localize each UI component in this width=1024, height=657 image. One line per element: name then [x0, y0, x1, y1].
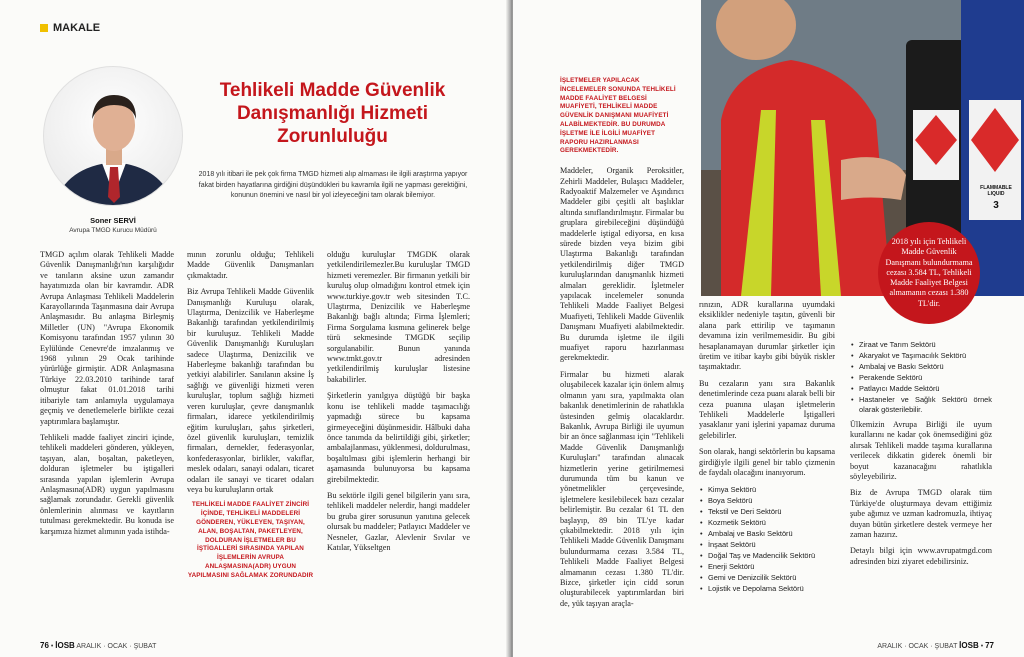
section-label: MAKALE: [53, 22, 101, 34]
right-column-1: [560, 77, 684, 615]
sector-list-a: [699, 485, 835, 594]
list-item: • Tekstil ve Deri Sektörü: [699, 507, 835, 517]
paragraph: Son olarak, hangi sektörlerin bu kapsama girdiğiyle ilgili genel bir tablo çizmenin de faydalı olacağını inanıyorum.: [699, 447, 835, 478]
paragraph: Bu sektörle ilgili genel bilgilerin yanı sıra, tehlikeli maddeler nelerdir, hangi maddeler bu gruba girer sorusunun yanıtına gelecek olursak bu maddeler; Patlayıcı Maddeler ve Nesneler, Gazlar, Alevlenir Sıvılar ve Katılar, Yükseltgen: [327, 490, 471, 552]
author-role: Avrupa TMGD Kurucu Müdürü: [69, 227, 157, 234]
section-tag: [40, 22, 100, 34]
drum-label: FLAMMABLE LIQUID: [980, 185, 1012, 197]
page-number: 77: [985, 641, 994, 650]
right-column-2: [699, 300, 835, 595]
right-column-3: [850, 340, 992, 573]
list-item: • Lojistik ve Depolama Sektörü: [699, 584, 835, 594]
paragraph: Detaylı bilgi için www.avrupatmgd.com adresinden bizi ziyaret edebilirsiniz.: [850, 546, 992, 566]
pull-quote: İŞLETMELER YAPILACAK İNCELEMELER SONUNDA TEHLİKELİ MADDE FAALİYET BELGESİ MUAFİYETİ, TEHLİKELİ MADDE GÜVENLİK DANIŞMANI MUAFİYETİ ALABİLMEKTEDİR. BU DURUMDA İŞLETME İLE İLGİLİ MUAFİYET RAPORU HAZIRLANMASI GEREKMEKTEDİR.: [560, 77, 676, 155]
list-item: • Hastaneler ve Sağlık Sektörü örnek olarak gösterilebilir.: [850, 395, 992, 414]
paragraph: TMGD açılım olarak Tehlikeli Madde Güvenlik Danışmanlığı'nın karşılığıdır ve tanıların aksine uzun zamandır hayatımızda olan bir kavramdır. ADR Avrupa Anlaşması Tehlikeli Maddelerin Karayollarında Taşınmasına dair Avrupa Anlaşmasıdır. Bu anlaşma Birleşmiş Milletler (UN) "Avrupa Ekonomik Komisyonu tarafından 1957 yılının 30 Eylülünde Cenevre'de imzalanmış ve 1968 yılının 29 Ocak tarihinde yürürlüğe girmiştir. ADR Anlaşmasına Türkiye 22.03.2010 tarihinde taraf olmuştur fakat 01.01.2018 tarihi itibariyle tam anlamıyla uygulamaya geçmiş ve denetlemelerle birlikte cezai yaptırımlara başlamıştır.: [40, 250, 174, 426]
author-photo-icon: [44, 67, 183, 206]
list-item: • Perakende Sektörü: [850, 373, 992, 383]
paragraph: Ülkemizin Avrupa Birliği ile uyum kurallarını ne kadar çok önemsediğini göz alırsak Tehlikeli madde taşıma kurallarına verilecek dikkatin giderek önemli bir boyut kazanacağını rahatlıkla söyleyebiliriz.: [850, 420, 992, 482]
drum-class: 3: [993, 200, 999, 211]
footer-issue: ARALIK · OCAK · ŞUBAT: [76, 643, 157, 650]
author-block: [43, 216, 183, 234]
list-item: • İnşaat Sektörü: [699, 540, 835, 550]
paragraph: Biz de Avrupa TMGD olarak tüm Türkiye'de oluşturmaya devam ettiğimiz şube ağımız ve uzman kadromuzla, ihtiyaç duyan bütün şirketlere destek vermeye her zaman hazırız.: [850, 488, 992, 540]
list-item: • Enerji Sektörü: [699, 562, 835, 572]
left-column-2: [187, 250, 314, 581]
paragraph: mının zorunlu olduğu; Tehlikeli Madde Güvenlik Danışmanları çıkmaktadır.: [187, 250, 314, 280]
paragraph: Biz Avrupa Tehlikeli Madde Güvenlik Danışmanlığı Kuruluşu olarak, Ulaştırma, Denizcilik ve Haberleşme Bakanlığı tarafından yetkilendirilmiş bir kuruluşuz. Tehlikeli Madde Güvenlik Danışmanlığı Kuruluşları sadece Ulaştırma, Denizcilik ve Haberleşme bakanlığı tarafından bu yetkiyi alabilirler. Sanılanın aksine İş sağlığı ve güvenliği hizmeti veren kuruluşlar, toplum sağlığı hizmeti veren kuruluşlar, çevre danışmanlık firmaları, idarece yetkilendirilmiş eğitim kuruluşları, şahıs şirketleri, özel güvenlik kuruluşları, temizlik firmaları, dernekler, federasyonlar, konfederasyonlar, birlikler, vakıflar, meslek odaları, sanayi odaları, ticaret odaları ile sanayi ve ticaret odaları veya bu kuruluşların ortak: [187, 287, 314, 494]
right-footer: ARALIK · OCAK · ŞUBAT İOSB • 77: [877, 641, 994, 650]
list-item: • Ambalaj ve Baskı Sektörü: [699, 529, 835, 539]
paragraph: olduğu kuruluşlar TMGDK olarak yetkilendirilemezler.Bu kuruluşlar TMGD hizmeti veremezler. Bir firmanın yetkili bir kuruluş olup olmadığını kontrol etmek için www.turkiye.gov.tr web sitesinden T.C. Ulaştırma, Denizcilik ve Haberleşme Bakanlığı bağlı altında; Firma İşlemleri; Firma Sorgulama kısmına gelinerek belge türü sekmesinde TMGDK seçilip sorgulanabilir. Bunun yanında www.tmkt.gov.tr adresinden yetkilendirilmiş kuruluşlar listesine bakabilirler.: [327, 250, 470, 384]
pull-quote: TEHLİKELİ MADDE FAALİYET ZİNCİRİ İÇİNDE, TEHLİKELİ MADDELERİ GÖNDEREN, YÜKLEYEN, TAŞIYAN, ALAN, BOŞALTAN, PAKETLEYEN, DOLDURAN İŞLETMELER BU İŞTİGALLERİ SIRASINDA YAPILAN İŞLEMLERİN AVRUPA ANLAŞMASINA(ADR) UYGUN YAPILMASINI SAĞLAMAK ZORUNDADIR: [187, 501, 314, 579]
article-lead: 2018 yılı itibari ile pek çok firma TMGD hizmeti alıp almaması ile ilgili araştırma yapıyor fakat birden hayatlarına girdiğini düşündükleri bu kavramla ilgili ne yapması gerektiğini, konunun önemini ve nasıl bir yol izleyeceğini tam olarak bilemiyor.: [198, 171, 468, 199]
list-item: • Doğal Taş ve Madencilik Sektörü: [699, 551, 835, 561]
left-footer: 76 • İOSB ARALIK · OCAK · ŞUBAT: [40, 641, 157, 650]
paragraph: rınızın, ADR kurallarına uyumdaki eksiklikler nedeniyle taşıtın, güvenli bir alana park ettirilip ve taşımanın devamına izin verilmemesidir. Bu gibi hesaplanamayan durumlar şirketler için üretim ve itibar kaybı gibi büyük riskler taşımaktadır.: [699, 300, 835, 372]
paragraph: Bu cezaların yanı sıra Bakanlık denetimlerinde ceza puanı alarak belli bir ceza puanına ulaşan işletmelerin Tehlikeli Maddelerle İştigalleri yasaklanır yani işlerini yapamaz duruma gelebilirler.: [699, 378, 835, 440]
callout-text: 2018 yılı için Tehlikeli Madde Güvenlik Danışmanı bulundurmama cezası 3.584 TL, Tehlikeli Madde Faaliyet Belgesi almamanın cezası 1.380 TL'dir.: [885, 237, 973, 308]
page-number: 76: [40, 641, 49, 650]
section-square-icon: [40, 24, 48, 32]
list-item: • Kozmetik Sektörü: [699, 518, 835, 528]
list-item: • Ambalaj ve Baskı Sektörü: [850, 362, 992, 372]
right-page: [513, 0, 1024, 657]
list-item: • Boya Sektörü: [699, 496, 835, 506]
author-portrait: [43, 66, 183, 206]
footer-brand: İOSB: [55, 641, 75, 650]
paragraph: Firmalar bu hizmeti alarak oluşabilecek kazalar için önlem almış olmanın yanı sıra, yapılmakta olan bakanlık denetimlerinin de rahatlıkla üstesinden gelmiş olacaklardır. Bakanlık, Avrupa Birliği ile uyumun bir an önce sağlanması için "Tehlikeli Madde Güvenlik Danışmanlığı Kuruluşları" tarafından alınacak hizmetlerin yerine getirilmemesi durumunda tüm bu kanun ve yönetmelikler çerçevesinde, işletmelere kesilebilecek bazı cezalar belirlemiştir. Bu cezalar 61 TL den başlayıp, 89 bin TL'ye kadar çıkabilmektedir. 2018 yılı için Tehlikeli Madde Güvenlik Danışmanı bulundurmama cezası 3.584 TL, Tehlikeli Madde Faaliyet Belgesi almamanın cezası 1.380 TL'dir. Bizce, şirketler için cidd sorun oluşturabilecek yaptırımlardan biri de, yük taşıyan araçla-: [560, 369, 684, 608]
list-item: • Gemi ve Denizcilik Sektörü: [699, 573, 835, 583]
list-item: • Kimya Sektörü: [699, 485, 835, 495]
paragraph: Şirketlerin yanılgıya düştüğü bir başka konu ise tehlikeli madde taşımacılığı yapmadığı sürece bu kapsama girmeyeceğini düşünmesidir. Hâlbuki daha önce tanımda da belirtildiği gibi, şirketler; ambalajlanması, yüklenmesi, doldurulması, boşaltılması gibi işlemlerin herhangi bir aşamasında bulunuyorsa bu kapsama girebilmektedir.: [327, 391, 470, 484]
sector-list-b: [850, 340, 992, 414]
footer-issue: ARALIK · OCAK · ŞUBAT: [877, 643, 958, 650]
list-item: • Akaryakıt ve Taşımacılık Sektörü: [850, 351, 992, 361]
list-item: • Patlayıcı Madde Sektörü: [850, 384, 992, 394]
list-item: • Ziraat ve Tarım Sektörü: [850, 340, 992, 350]
author-name: Soner SERVİ: [90, 216, 136, 225]
article-title: Tehlikeli Madde Güvenlik Danışmanlığı Hizmeti Zorunluluğu: [219, 80, 446, 147]
penalty-callout: [878, 222, 980, 324]
paragraph: Tehlikeli madde faaliyet zinciri içinde, tehlikeli maddeleri gönderen, yükleyen, taşıyan, alan, boşaltan, paketleyen, dolduran işletmeler bu iştigalleri sırasında yapılan işlemlerin Avrupa Anlaşmasına(ADR) uygun yapılmasını sağlamak zorundadır. Gerekli güvenlik önlemlerinin alınması ve kayıtların tutulması gerekmektedir. Bu konuda ise karşımıza hizmet alımının yada istihda-: [40, 432, 174, 536]
paragraph: Maddeler, Organik Peroksitler, Zehirli Maddeler, Bulaşıcı Maddeler, Radyoaktif Malzemeler ve Aşındırıcı Maddeler gibi çeşitli alt başlıklar altında sınıflandırılmıştır. Firmalar bu gruplara girebileceğini düşündüğü maddelerle iştigal ediyorsa, en kısa sürede bizden veya bizim gibi Ulaştırma Bakanlığı tarafından yetkilendirilmiş diğer TMGD kuruluşlarından danışmanlık hizmeti almaları gereklidir. İşletmeler yapılacak incelemeler sonunda Tehlikeli Madde Faaliyet Belgesi Muafiyeti, Tehlikeli Madde Güvenlik Danışmanı Muafiyeti alabilmektedir. Bu durumda işletme ile ilgili muafiyet raporu hazırlanması gerekmektedir.: [560, 166, 684, 363]
left-page: [0, 0, 510, 657]
left-column-1: [40, 250, 174, 543]
left-column-3: [327, 250, 470, 559]
footer-brand: İOSB: [959, 641, 979, 650]
